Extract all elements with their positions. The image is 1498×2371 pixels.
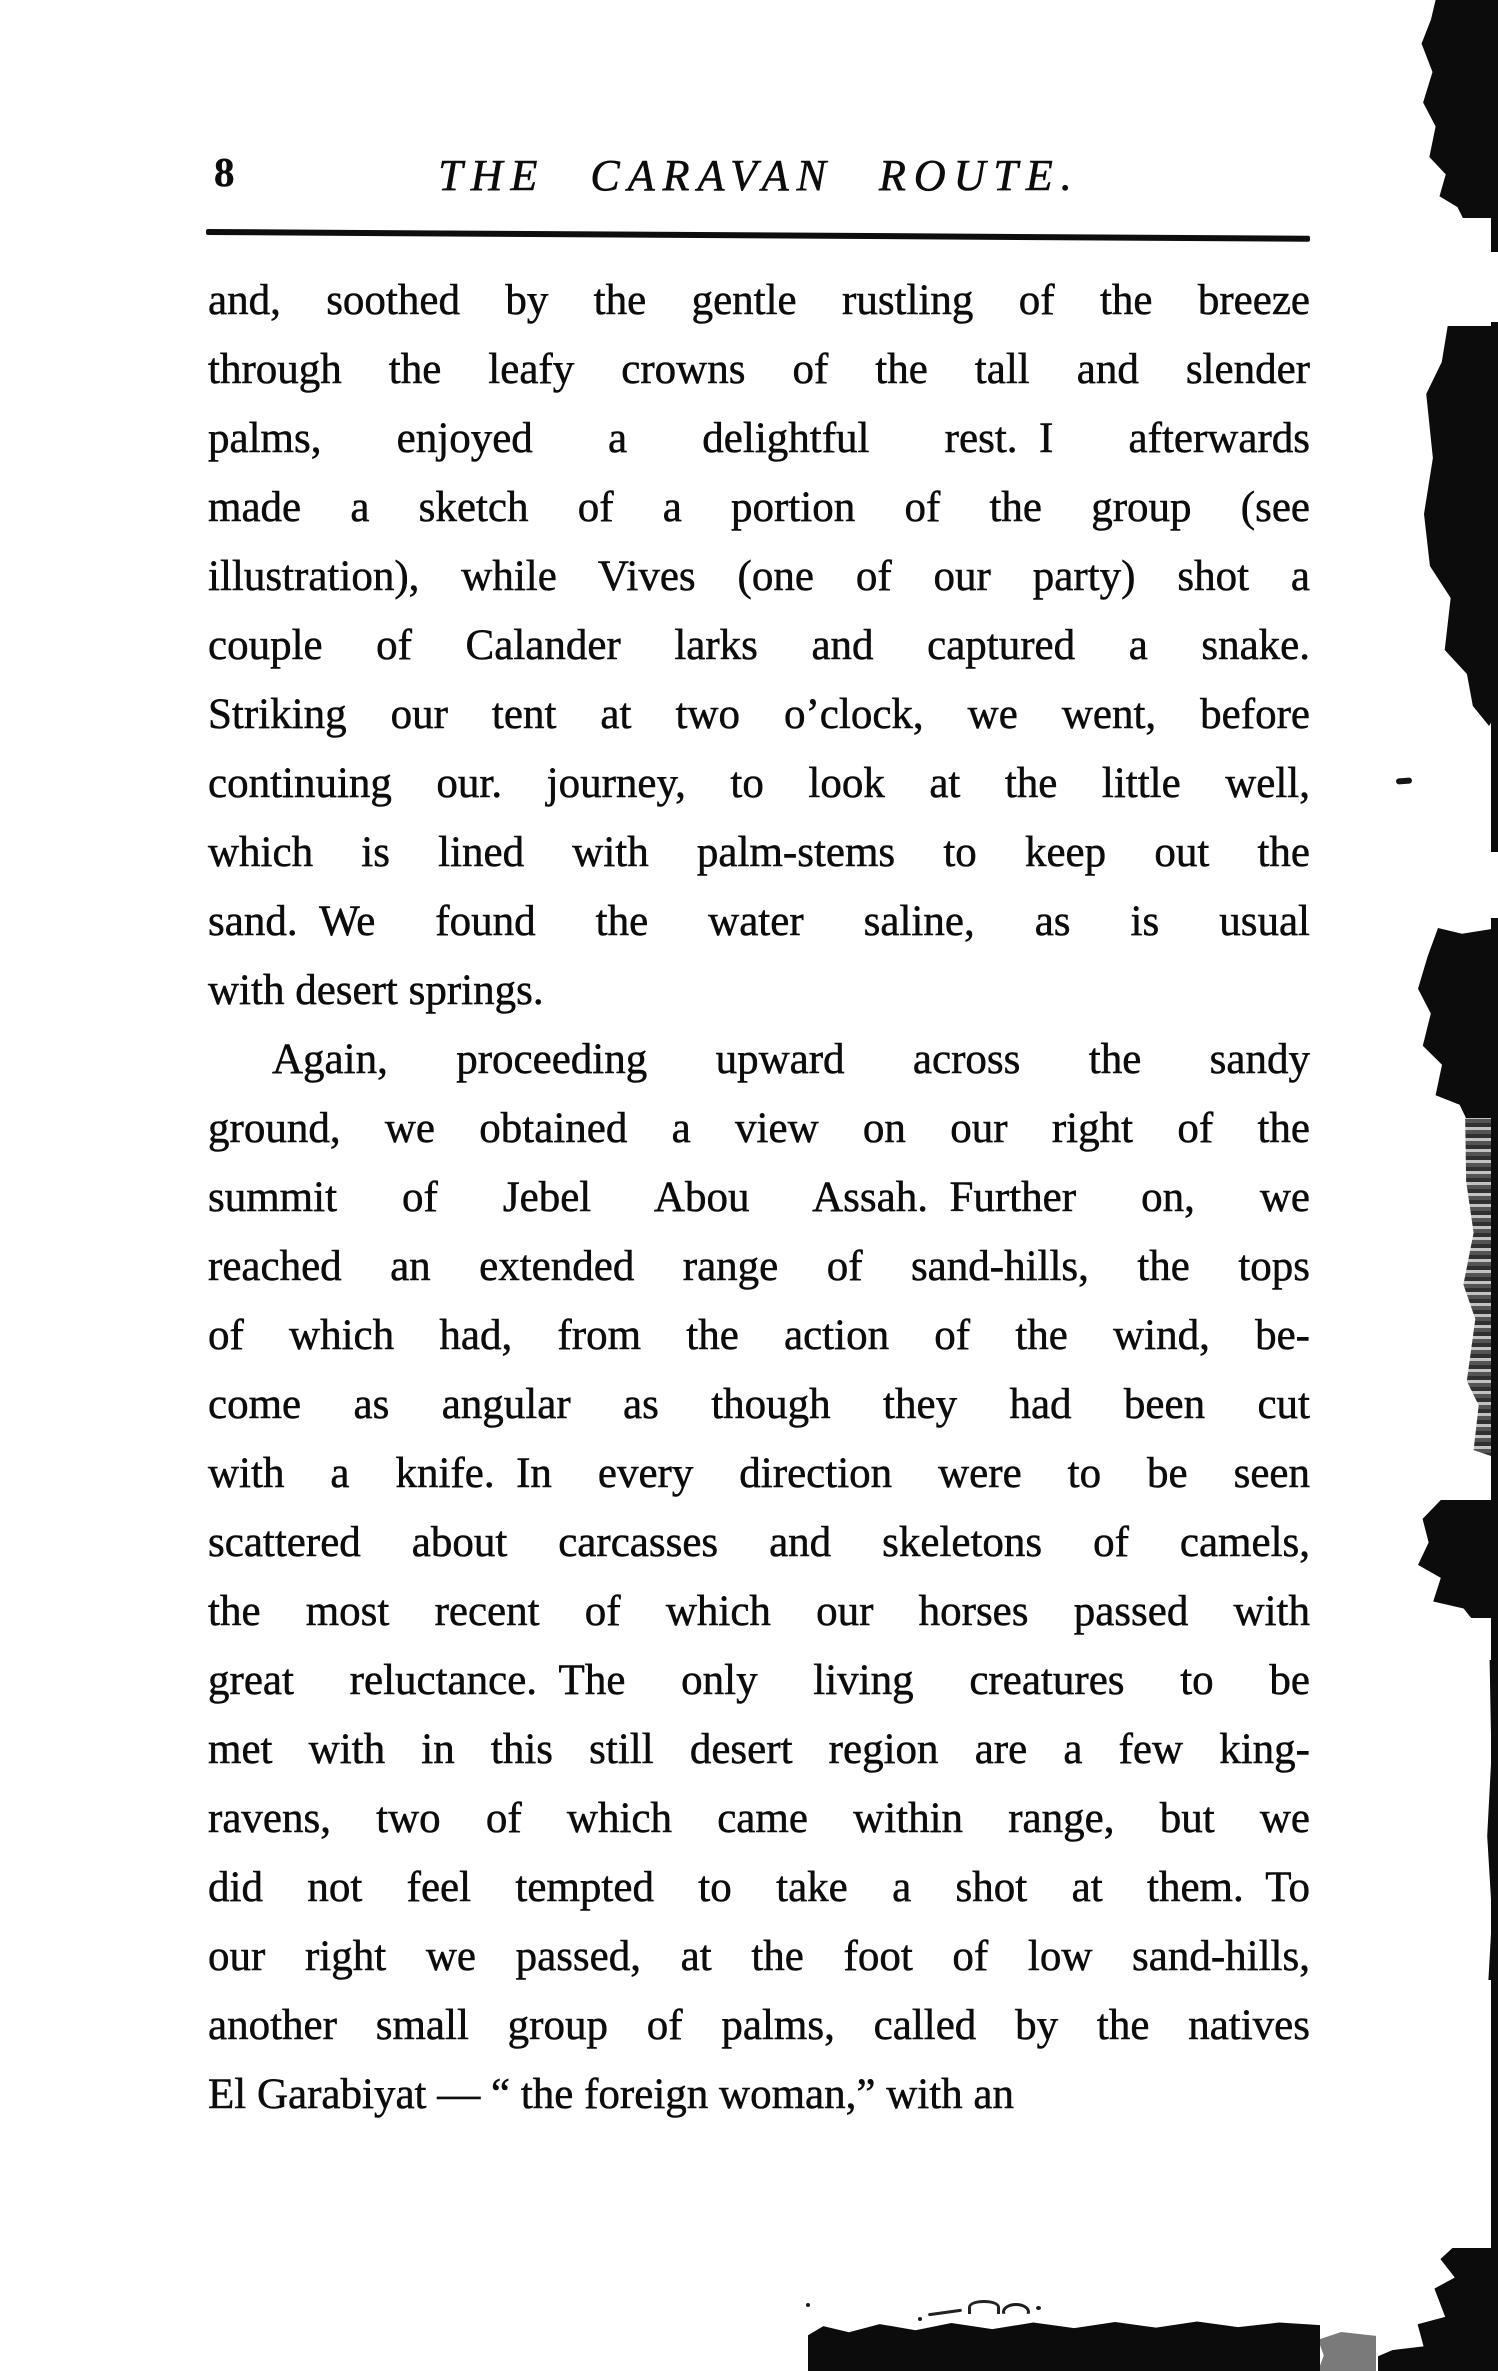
scan-smudge-right [1418, 928, 1498, 1118]
scan-band-tail [1318, 2332, 1376, 2371]
text-line: with desert springs. [208, 967, 544, 1014]
text-line: through the leafy crowns of the tall and slender [208, 346, 1310, 393]
text-line: come as angular as though they had been cut [208, 1381, 1310, 1428]
text-line: met with in this still desert region are a few king- [208, 1726, 1310, 1773]
text-line: ravens, two of which came within range, but we [208, 1795, 1310, 1842]
text-line: Striking our tent at two o’clock, we went, before [208, 691, 1310, 738]
text-line: another small group of palms, called by the natives [208, 2002, 1310, 2049]
scan-smudge-right [1424, 326, 1498, 726]
text-line: illustration), while Vives (one of our party) shot a [208, 553, 1310, 600]
text-line: scattered about carcasses and skeletons of camels, [208, 1519, 1310, 1566]
text-line: did not feel tempted to take a shot at them. To [208, 1864, 1310, 1911]
scan-edge-gap [1489, 252, 1498, 322]
scan-smudge-top-right [1420, 0, 1498, 218]
text-line: the most recent of which our horses passed with [208, 1588, 1310, 1635]
text-line: couple of Calander larks and captured a snake. [208, 622, 1310, 669]
scan-dash-mark [1396, 777, 1412, 784]
scan-dot [1036, 2306, 1041, 2310]
scan-band-bottom [808, 2320, 1320, 2371]
scan-squiggle [1002, 2303, 1030, 2321]
header-rule [206, 229, 1310, 242]
scan-dot [918, 2317, 922, 2321]
text-line: our right we passed, at the foot of low sand-hills, [208, 1933, 1310, 1980]
scan-edge-bulge [1486, 1660, 1498, 1980]
running-title: THE CARAVAN ROUTE. [438, 151, 1080, 200]
text-line: of which had, from the action of the wind, be- [208, 1312, 1310, 1359]
text-line: summit of Jebel Abou Assah. Further on, we [208, 1174, 1310, 1221]
text-line: which is lined with palm-stems to keep out the [208, 829, 1310, 876]
scan-smudge-bottom-right [1378, 2248, 1498, 2371]
scan-edge-gap [1489, 852, 1498, 918]
scan-smudge-right [1418, 1500, 1494, 1618]
text-line: with a knife. In every direction were to be seen [208, 1450, 1310, 1497]
text-line: Again, proceeding upward across the sandy [272, 1036, 1310, 1083]
text-line: great reluctance. The only living creatures to be [208, 1657, 1310, 1704]
text-line: El Garabiyat — “ the foreign woman,” with an [208, 2071, 1014, 2118]
scan-dot [806, 2303, 810, 2307]
scan-squiggle [928, 2309, 962, 2317]
page-number: 8 [214, 149, 235, 195]
text-line: reached an extended range of sand-hills, the tops [208, 1243, 1310, 1290]
body-text [208, 266, 1310, 2129]
text-line: ground, we obtained a view on our right of the [208, 1105, 1310, 1152]
text-line: palms, enjoyed a delightful rest. I afterwards [208, 415, 1310, 462]
text-line: continuing our. journey, to look at the little well, [208, 760, 1310, 807]
scan-speckle-column [1460, 1112, 1494, 1457]
scan-squiggle [968, 2300, 1000, 2314]
text-line: made a sketch of a portion of the group (see [208, 484, 1310, 531]
text-line: sand. We found the water saline, as is usual [208, 898, 1310, 945]
text-line: and, soothed by the gentle rustling of the breeze [208, 277, 1310, 324]
